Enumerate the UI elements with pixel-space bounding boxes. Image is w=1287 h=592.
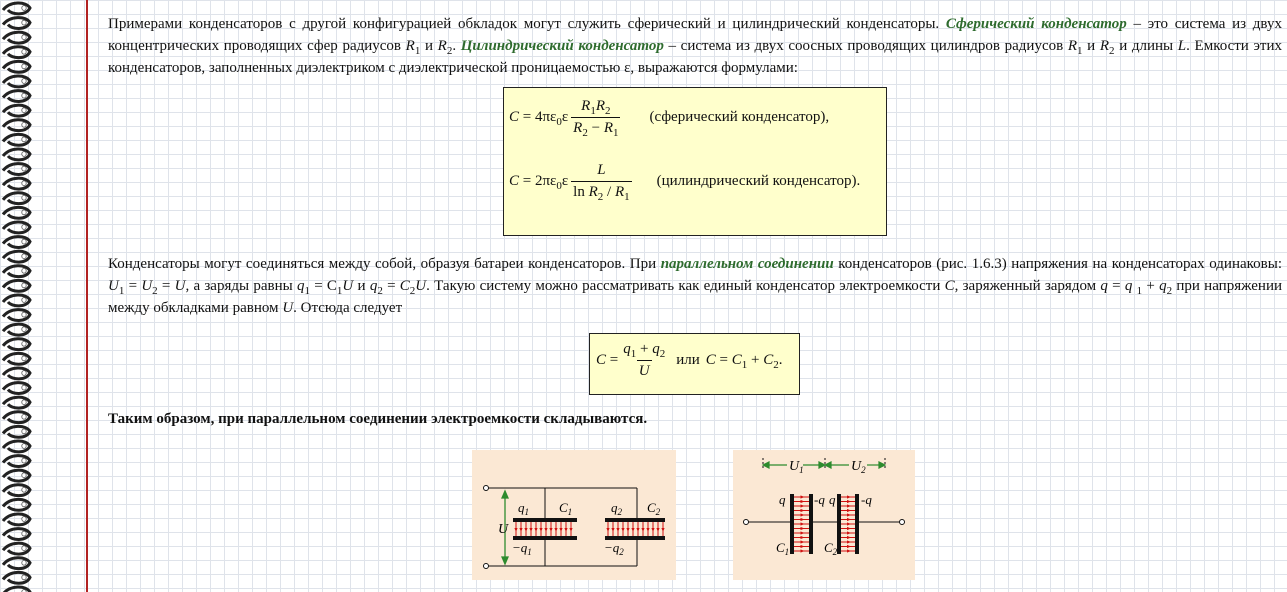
label-c2-series: $C_2$ bbox=[824, 540, 838, 557]
notebook-spiral bbox=[0, 0, 36, 592]
conclusion-text: Таким образом, при параллельном соединении электроемкости складываются. bbox=[108, 411, 648, 427]
paragraph-parallel-connection: Конденсаторы могут соединяться между собой, образуя батареи конденсаторов. При параллельном соединении конденсаторов (рис. 1.6.3) напряжения на конденсаторах одинаковы: $U_1 = U_2 = U$, а заряды равны $q_1 = C_1U$ и $q_2 = C_2U$. Такую систему можно рассматривать как единый конденсатор электроемкости C, заряженный зарядом q = q $_1 + q_2$ при напряжении между обкладками равном U. Отсюда следует bbox=[108, 256, 1283, 316]
label-c1: $C_1$ bbox=[559, 500, 573, 517]
formula-parallel-sum: C = $\frac{q_1 + q_2}{U}$ или $C = C_1 + C_2$. bbox=[589, 333, 800, 395]
label-q-mid: q bbox=[829, 492, 836, 507]
label-u1: $U_1$ bbox=[789, 459, 804, 475]
label-u2: $U_2$ bbox=[851, 459, 866, 475]
term-cylindrical-capacitor: Цилиндрический конденсатор bbox=[460, 38, 664, 54]
notebook-margin-line bbox=[86, 0, 88, 592]
series-circuit-diagram bbox=[733, 450, 915, 580]
figure-series-connection bbox=[733, 450, 915, 580]
label-minus-q-right: -q bbox=[861, 492, 872, 507]
formula-spherical: $C = 4\pi\varepsilon_0\varepsilon$ $\frac{R_1R_2}{R_2 - R_1}$ (сферический конденсатор), bbox=[509, 98, 830, 139]
svg-text:U: U bbox=[498, 522, 509, 537]
label-q2: $q_2$ bbox=[611, 500, 622, 517]
label-minus-q2: $-q_2$ bbox=[604, 540, 624, 557]
term-spherical-capacitor: Сферический конденсатор bbox=[945, 16, 1127, 32]
main-content bbox=[108, 13, 1282, 79]
paragraph-capacitor-types: Примерами конденсаторов с другой конфигурацией обкладок могут служить сферический и цилиндрический конденсаторы. Сферический конденсатор – это система из двух концентрических проводящих сфер радиусов $R_1$ и $R_2$. Цилиндрический конденсатор – система из двух соосных проводящих цилиндров радиусов $R_1$ и $R_2$ и длины L. Емкости этих конденсаторов, заполненных диэлектриком с диэлектрической проницаемостью ε, выражаются формулами: bbox=[108, 16, 1283, 76]
label-c1-series: $C_1$ bbox=[776, 540, 790, 557]
figure-parallel-connection bbox=[472, 450, 676, 580]
label-c2: $C_2$ bbox=[647, 500, 661, 517]
formula-cylindrical: $C = 2\pi\varepsilon_0\varepsilon$ $\frac{L}{\ln R_2 / R_1}$ (цилиндрический конденсатор). bbox=[509, 162, 861, 203]
term-parallel-connection: параллельном соединении bbox=[660, 256, 834, 272]
label-minus-q1: $-q_1$ bbox=[512, 540, 532, 557]
label-minus-q-mid: -q bbox=[814, 492, 825, 507]
parallel-circuit-diagram bbox=[472, 450, 676, 580]
label-q1: $q_1$ bbox=[518, 500, 529, 517]
formula-spherical-cylindrical bbox=[503, 87, 887, 236]
label-q-left: q bbox=[779, 492, 786, 507]
